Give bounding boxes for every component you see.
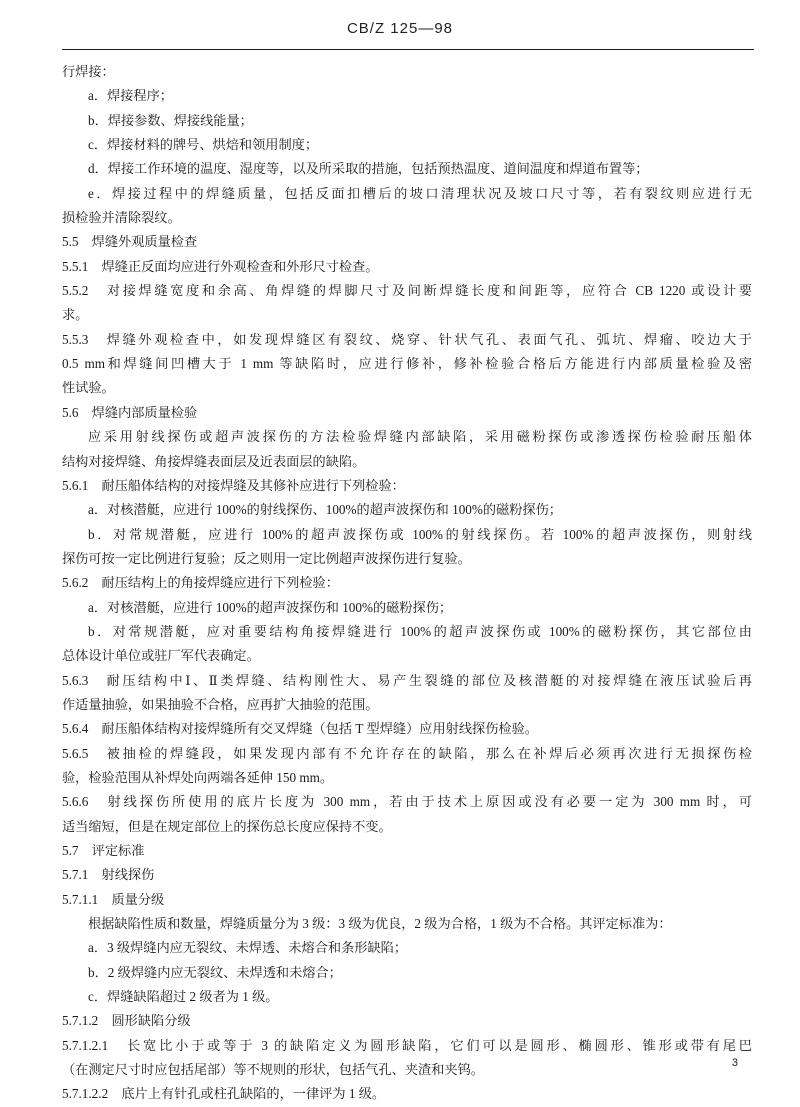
text-line: 5.6.4 耐压船体结构对接焊缝所有交叉焊缝（包括 T 型焊缝）应用射线探伤检验。 <box>62 721 538 737</box>
text-line: 5.5.2 对接焊缝宽度和余高、角焊缝的焊脚尺寸及间断焊缝长度和间距等，应符合 CB 1220 或设计要 <box>62 283 752 299</box>
text-line: b．2 级焊缝内应无裂纹、未焊透和未熔合； <box>88 964 342 980</box>
text-line: 损检验并清除裂纹。 <box>62 210 181 226</box>
text-line: 根据缺陷性质和数量，焊缝质量分为 3 级：3 级为优良，2 级为合格，1 级为不合格。其评定标准为： <box>88 916 672 932</box>
text-line: 5.7.1.2.1 长宽比小于或等于 3 的缺陷定义为圆形缺陷，它们可以是圆形、椭圆形、锥形或带有尾巴 <box>62 1037 752 1053</box>
text-line: 验，检验范围从补焊处向两端各延伸 150 mm。 <box>62 769 334 785</box>
text-line: d．焊接工作环境的温度、湿度等，以及所采取的措施，包括预热温度、道间温度和焊道布置等； <box>88 161 649 177</box>
text-line: 5.7.1.2.2 底片上有针孔或柱孔缺陷的，一律评为 1 级。 <box>62 1086 386 1102</box>
text-line: 0.5 mm和焊缝间凹槽大于 1 mm 等缺陷时，应进行修补，修补检验合格后方能进行内部质量检验及密 <box>62 356 752 372</box>
text-line: b．对常规潜艇，应对重要结构角接焊缝进行 100%的超声波探伤或 100%的磁粉探伤，其它部位由 <box>88 623 752 639</box>
text-line: c．焊接材料的牌号、烘焙和领用制度； <box>88 137 319 153</box>
text-line: 行焊接： <box>62 64 115 79</box>
text-line: 5.6 焊缝内部质量检验 <box>62 404 198 420</box>
text-line: 适当缩短，但是在规定部位上的探伤总长度应保持不变。 <box>62 818 392 834</box>
text-line: 探伤可按一定比例进行复验；反之则用一定比例超声波探伤进行复验。 <box>62 550 471 566</box>
text-line: 5.5.1 焊缝正反面均应进行外观检查和外形尺寸检查。 <box>62 258 379 274</box>
text-line: a．对核潜艇，应进行 100%的超声波探伤和 100%的磁粉探伤； <box>88 599 453 615</box>
text-line: 5.6.6 射线探伤所使用的底片长度为 300 mm，若由于技术上原因或没有必要一定为 300 mm 时，可 <box>62 794 752 810</box>
text-line: 5.7.1 射线探伤 <box>62 867 155 883</box>
text-line: 5.6.5 被抽检的焊缝段，如果发现内部有不允许存在的缺陷，那么在补焊后必须再次进行无损探伤检 <box>62 745 752 761</box>
header-rule <box>62 49 754 50</box>
text-line: 性试验。 <box>62 380 115 396</box>
text-line: 5.6.1 耐压船体结构的对接焊缝及其修补应进行下列检验： <box>62 477 405 493</box>
text-line: 5.6.2 耐压结构上的角接焊缝应进行下列检验： <box>62 575 339 591</box>
text-line: 应采用射线探伤或超声波探伤的方法检验焊缝内部缺陷，采用磁粉探伤或渗透探伤检验耐压船体 <box>88 429 752 445</box>
text-line: a．3 级焊缝内应无裂纹、未焊透、未熔合和条形缺陷； <box>88 940 408 956</box>
page-number: 3 <box>731 1057 738 1069</box>
text-line: b．对常规潜艇，应进行 100%的超声波探伤或 100%的射线探伤。若 100%的超声波探伤，则射线 <box>88 526 752 542</box>
text-line: b．焊接参数、焊接线能量； <box>88 112 253 128</box>
text-line: 5.5 焊缝外观质量检查 <box>62 234 198 250</box>
text-line: 作适量抽验，如果抽验不合格，应再扩大抽验的范围。 <box>62 696 379 712</box>
text-line: 总体设计单位或驻厂军代表确定。 <box>62 648 260 664</box>
document-body <box>62 60 752 1107</box>
standard-code-header: CB/Z 125—98 <box>346 20 454 37</box>
text-line: c．焊缝缺陷超过 2 级者为 1 级。 <box>88 989 279 1005</box>
text-line: 5.6.3 耐压结构中Ⅰ、Ⅱ类焊缝、结构刚性大、易产生裂缝的部位及核潜艇的对接焊缝在液压试验后再 <box>62 672 752 688</box>
text-line: 5.7.1.1 质量分级 <box>62 891 165 907</box>
text-line: a．焊接程序； <box>88 88 173 104</box>
text-line: a．对核潜艇，应进行 100%的射线探伤、100%的超声波探伤和 100%的磁粉探伤； <box>88 502 562 518</box>
text-line: 求。 <box>62 307 89 323</box>
text-line: 5.7 评定标准 <box>62 843 145 858</box>
text-line: 5.7.1.2 圆形缺陷分级 <box>62 1013 191 1029</box>
text-line: 结构对接焊缝、角接焊缝表面层及近表面层的缺陷。 <box>62 453 366 469</box>
text-line: e．焊接过程中的焊缝质量，包括反面扣槽后的坡口清理状况及坡口尺寸等，若有裂纹则应进行无 <box>88 185 752 201</box>
text-line: （在测定尺寸时应包括尾部）等不规则的形状，包括气孔、夹渣和夹钨。 <box>62 1062 484 1078</box>
text-line: 5.5.3 焊缝外观检查中，如发现焊缝区有裂纹、烧穿、针状气孔、表面气孔、弧坑、焊瘤、咬边大于 <box>62 331 752 347</box>
